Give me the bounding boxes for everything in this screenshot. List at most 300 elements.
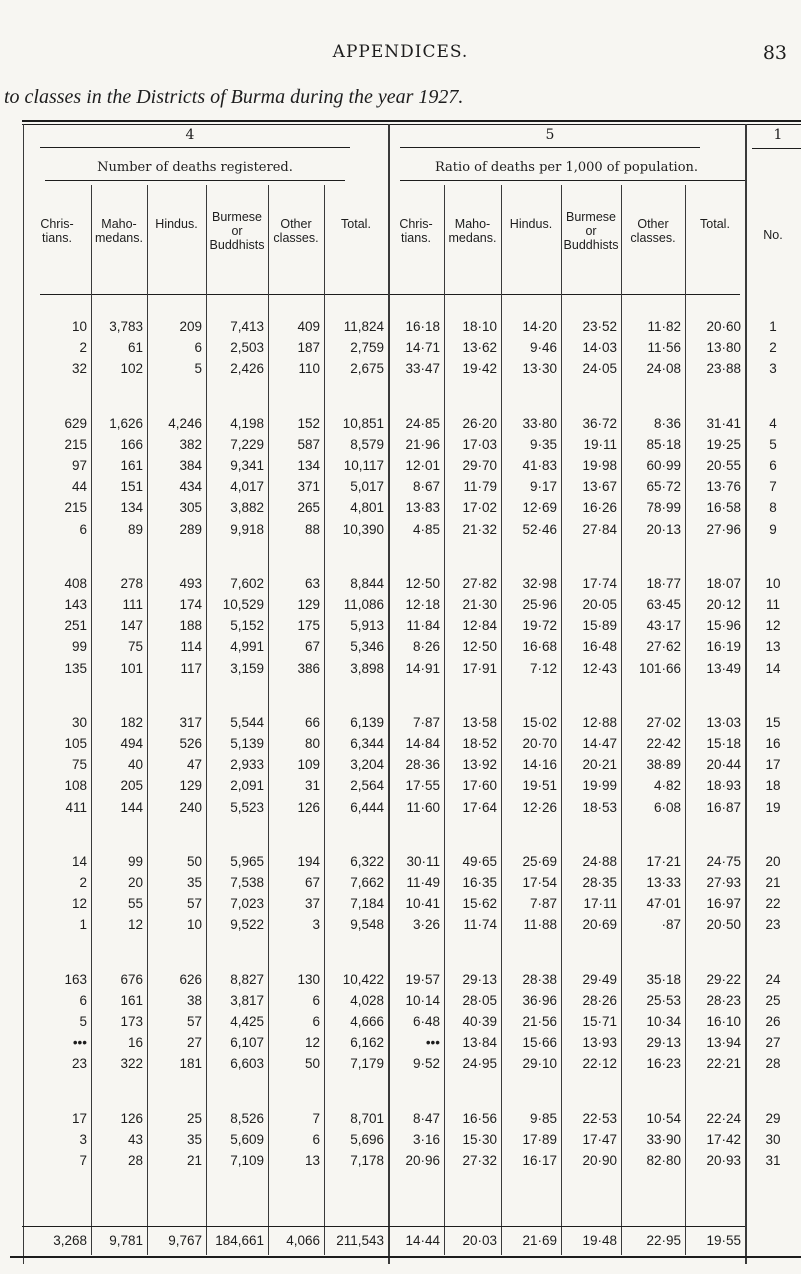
- table-row-cell: 7·87: [529, 896, 557, 912]
- table-row-cell: 16·97: [706, 896, 741, 912]
- ratio-group-header: Ratio of deaths per 1,000 of population.: [434, 160, 699, 175]
- table-row-cell: 22·24: [706, 1110, 741, 1126]
- column-header-line: Buddhists: [209, 238, 265, 252]
- table-row-cell: 33·90: [646, 1131, 681, 1147]
- table-row-cell: 88: [304, 521, 320, 537]
- table-row-cell: 2: [79, 875, 87, 890]
- column-header-line: Burmese: [565, 210, 617, 224]
- column-header-line: Hindus.: [155, 217, 198, 231]
- table-row-cell: 20: [127, 875, 143, 890]
- table-row-cell: 29·49: [582, 971, 617, 987]
- table-row-cell: 20·69: [582, 917, 617, 933]
- table-row-cell: 17·74: [582, 575, 617, 591]
- table-row-cell: 12·01: [405, 458, 440, 473]
- table-row-cell: 6: [312, 992, 320, 1008]
- table-row-cell: 12·43: [582, 660, 617, 676]
- table-row-number: 1: [769, 319, 777, 334]
- table-row-cell: 78·99: [646, 500, 681, 516]
- table-row-cell: 209: [179, 319, 202, 334]
- table-row-cell: 187: [297, 340, 320, 356]
- totals-row-cell: 19·48: [582, 1233, 617, 1248]
- table-row-cell: 16·19: [706, 639, 741, 655]
- table-row-cell: 17·55: [405, 778, 440, 794]
- table-row-cell: 7,178: [350, 1153, 384, 1168]
- table-row-cell: 66: [304, 714, 320, 730]
- column-header-line: or: [231, 224, 243, 238]
- table-row-cell: 36·72: [582, 415, 617, 431]
- table-row-cell: 7,023: [230, 896, 264, 912]
- table-row-cell: 17·02: [462, 500, 497, 516]
- table-row-cell: 278: [120, 575, 143, 591]
- table-row-number: 24: [765, 971, 781, 987]
- table-row-cell: 9·17: [529, 479, 557, 495]
- table-row-cell: 15·66: [522, 1035, 557, 1051]
- table-row-cell: 33·80: [522, 415, 557, 431]
- column-header-line: medans.: [95, 231, 143, 245]
- totals-row-cell: 9,781: [109, 1233, 143, 1248]
- table-row-cell: 11·88: [523, 917, 557, 933]
- table-row-cell: 16·35: [462, 875, 497, 890]
- table-row-cell: 21·56: [522, 1014, 557, 1029]
- table-row-cell: 5,696: [350, 1131, 384, 1147]
- totals-row-cell: 3,268: [53, 1233, 87, 1248]
- table-row-cell: 494: [120, 736, 143, 751]
- table-row-cell: 109: [297, 757, 320, 773]
- table-row-number: 21: [765, 875, 781, 890]
- table-row-cell: 20·93: [706, 1153, 741, 1168]
- column-header-line: Chris-: [40, 217, 74, 231]
- table-row-cell: 43·17: [646, 618, 681, 634]
- column-header: [501, 217, 561, 231]
- table-row-cell: 8,827: [230, 971, 264, 987]
- table-row-cell: 12·26: [522, 799, 557, 815]
- table-row-cell: 29·70: [462, 458, 497, 473]
- table-row-cell: 32: [71, 361, 87, 377]
- table-row-cell: 7,229: [230, 436, 264, 452]
- table-row-number: 29: [765, 1110, 781, 1126]
- table-row-cell: 3,898: [350, 660, 384, 676]
- table-row-cell: 11·56: [647, 340, 681, 356]
- table-row-cell: 240: [179, 799, 202, 815]
- table-row-cell: 14·47: [582, 736, 617, 751]
- table-row-cell: 63·45: [646, 597, 681, 612]
- table-row-cell: 44: [71, 479, 87, 495]
- colnum-rule-deaths: [40, 147, 350, 148]
- table-row-cell: 25: [186, 1110, 202, 1126]
- table-row-cell: 7,602: [230, 575, 264, 591]
- table-row-cell: 6: [194, 340, 202, 356]
- table-row-cell: 32·98: [522, 575, 557, 591]
- table-row-cell: 5,152: [230, 618, 264, 634]
- totals-row-cell: 184,661: [215, 1233, 264, 1248]
- group-divider: [745, 124, 747, 1264]
- table-row-number: 20: [765, 853, 781, 869]
- table-row-cell: 11·82: [647, 319, 681, 334]
- table-row-cell: 17·11: [583, 896, 617, 912]
- table-row-cell: 2,503: [230, 340, 264, 356]
- group-divider: [388, 124, 390, 1264]
- column-header: [388, 217, 444, 245]
- table-row-cell: 134: [297, 458, 320, 473]
- table-row-cell: 265: [297, 500, 320, 516]
- column-header: [561, 210, 621, 252]
- table-row-cell: 629: [64, 415, 87, 431]
- table-row-cell: 99: [71, 639, 87, 655]
- table-row-cell: 18·07: [706, 575, 741, 591]
- table-row-cell: 152: [297, 415, 320, 431]
- table-row-cell: 14·71: [405, 340, 440, 356]
- table-row-cell: 27·84: [582, 521, 617, 537]
- table-row-cell: 2,564: [350, 778, 384, 794]
- table-row-cell: 322: [120, 1056, 143, 1072]
- table-row-cell: 19·25: [706, 436, 741, 452]
- table-row-cell: 16·26: [582, 500, 617, 516]
- table-row-cell: 29·10: [522, 1056, 557, 1072]
- table-row-cell: 9·46: [529, 340, 557, 356]
- table-row-number: 26: [765, 1014, 781, 1029]
- table-row-cell: 5,544: [230, 714, 264, 730]
- column-header: [91, 217, 147, 245]
- table-row-cell: 5,346: [350, 639, 384, 655]
- table-row-cell: 9,548: [350, 917, 384, 933]
- column-header: [268, 217, 324, 245]
- table-row-number: 15: [765, 714, 781, 730]
- column-header-line: or: [585, 224, 597, 238]
- table-row-cell: 35·18: [646, 971, 681, 987]
- table-row-cell: 17·47: [582, 1131, 617, 1147]
- table-row-cell: 2,675: [350, 361, 384, 377]
- table-row-cell: 20·55: [706, 458, 741, 473]
- table-row-cell: 12: [304, 1035, 320, 1051]
- colnum-rule-ratio: [400, 147, 700, 148]
- table-row-cell: 12·88: [582, 714, 617, 730]
- table-row-cell: 2,091: [230, 778, 264, 794]
- table-row-cell: 147: [120, 618, 143, 634]
- table-row-cell: 8·26: [412, 639, 440, 655]
- table-row-number: 5: [769, 436, 777, 452]
- table-row-cell: 12·50: [405, 575, 440, 591]
- table-row-cell: 4,666: [350, 1014, 384, 1029]
- table-row-cell: 2,426: [230, 361, 264, 377]
- table-row-cell: 27·32: [462, 1153, 497, 1168]
- table-row-cell: 13: [304, 1153, 320, 1168]
- column-header-line: tians.: [42, 231, 72, 245]
- table-row-cell: 20·12: [706, 597, 741, 612]
- table-row-cell: 16·87: [706, 799, 741, 815]
- table-row-cell: 30: [71, 714, 87, 730]
- table-row-cell: 16: [127, 1035, 143, 1051]
- table-row-cell: 50: [304, 1056, 320, 1072]
- table-row-cell: 11,086: [343, 597, 384, 612]
- table-row-cell: 17·60: [462, 778, 497, 794]
- table-row-cell: 526: [179, 736, 202, 751]
- table-row-cell: 3: [79, 1131, 87, 1147]
- table-row-cell: 114: [180, 639, 202, 655]
- table-row-cell: 23: [71, 1056, 87, 1072]
- table-row-cell: 55: [127, 896, 143, 912]
- table-row-cell: 13·30: [522, 361, 557, 377]
- table-row-cell: 28·35: [582, 875, 617, 890]
- table-row-cell: 5,965: [230, 853, 264, 869]
- table-row-cell: 40·39: [462, 1014, 497, 1029]
- table-row-cell: 9·35: [529, 436, 557, 452]
- table-row-cell: 10·34: [646, 1014, 681, 1029]
- column-header-line: Burmese: [211, 210, 263, 224]
- table-row-cell: 8·36: [653, 415, 681, 431]
- table-row-cell: 6,603: [230, 1056, 264, 1072]
- table-row-cell: 28·38: [522, 971, 557, 987]
- column-header: [23, 217, 91, 245]
- table-row-cell: 6,162: [350, 1035, 384, 1051]
- table-row-cell: 31·41: [706, 415, 741, 431]
- totals-row-cell: 20·03: [462, 1233, 497, 1248]
- table-row-cell: 7,662: [350, 875, 384, 890]
- table-row-cell: 16·56: [462, 1110, 497, 1126]
- table-row-cell: 12: [71, 896, 87, 912]
- table-row-cell: 384: [179, 458, 202, 473]
- table-row-cell: 173: [120, 1014, 143, 1029]
- table-row-cell: 13·49: [706, 660, 741, 676]
- table-row-cell: 10,117: [343, 458, 384, 473]
- table-row-cell: 17: [71, 1110, 87, 1126]
- table-row-cell: 47: [186, 757, 202, 773]
- table-row-cell: 8,526: [230, 1110, 264, 1126]
- table-row-cell: 135: [64, 660, 87, 676]
- table-row-number: 25: [765, 992, 781, 1008]
- table-row-cell: 82·80: [646, 1153, 681, 1168]
- table-row-cell: 8·67: [412, 479, 440, 495]
- column-header-line: Hindus.: [509, 217, 553, 231]
- table-row-cell: 13·76: [706, 479, 741, 495]
- table-row-cell: 13·67: [582, 479, 617, 495]
- totals-row-cell: 22·95: [646, 1233, 681, 1248]
- column-header-line: classes.: [273, 231, 319, 245]
- table-row-cell: 17·42: [706, 1131, 741, 1147]
- table-row-cell: 126: [297, 799, 320, 815]
- totals-top-rule: [22, 1226, 745, 1227]
- table-row-cell: 25·69: [522, 853, 557, 869]
- table-row-cell: 105: [64, 736, 87, 751]
- table-row-number: 8: [769, 500, 777, 516]
- table-row-cell: 6·48: [412, 1014, 440, 1029]
- table-row-number: 6: [769, 458, 777, 473]
- table-row-cell: 4,017: [230, 479, 264, 495]
- table-row-number: 3: [769, 361, 777, 377]
- table-row-cell: 4,028: [350, 992, 384, 1008]
- table-row-cell: 27·96: [706, 521, 741, 537]
- table-row-cell: 16·48: [582, 639, 617, 655]
- table-row-cell: 35: [186, 1131, 202, 1147]
- table-row-number: 18: [765, 778, 781, 794]
- table-row-cell: •••: [425, 1035, 440, 1051]
- table-row-cell: 13·58: [462, 714, 497, 730]
- table-row-cell: 8·47: [412, 1110, 440, 1126]
- table-row-cell: 3·26: [412, 917, 440, 933]
- table-row-cell: 21·96: [405, 436, 440, 452]
- table-row-cell: 17·91: [462, 660, 497, 676]
- table-row-cell: 5: [79, 1014, 87, 1029]
- table-row-cell: 6: [79, 992, 87, 1008]
- table-row-cell: 24·05: [582, 361, 617, 377]
- totals-row-cell: 4,066: [286, 1233, 320, 1248]
- table-row-cell: 10: [186, 917, 202, 933]
- table-row-cell: 161: [120, 458, 143, 473]
- table-row-number: 4: [769, 415, 777, 431]
- table-row-cell: 8,844: [350, 575, 384, 591]
- table-row-cell: 25·96: [522, 597, 557, 612]
- table-row-cell: 9,918: [230, 521, 264, 537]
- table-row-cell: 101·66: [638, 660, 681, 676]
- table-row-cell: 4·82: [653, 778, 681, 794]
- table-row-cell: 144: [120, 799, 143, 815]
- table-row-cell: 205: [120, 778, 143, 794]
- table-row-cell: 5,139: [230, 736, 264, 751]
- table-row-cell: 20·50: [706, 917, 741, 933]
- table-row-cell: 182: [120, 714, 143, 730]
- table-row-cell: 25·53: [646, 992, 681, 1008]
- table-row-cell: 28·36: [405, 757, 440, 773]
- table-row-cell: 16·23: [646, 1056, 681, 1072]
- table-row-number: 27: [765, 1035, 781, 1051]
- table-row-cell: 38: [186, 992, 202, 1008]
- table-row-cell: 3: [312, 917, 320, 933]
- table-row-cell: 174: [179, 597, 202, 612]
- totals-row-cell: 211,543: [336, 1233, 384, 1248]
- table-row-cell: 21·32: [462, 521, 497, 537]
- table-row-cell: 10: [71, 319, 87, 334]
- table-row-cell: 10,851: [342, 415, 384, 431]
- table-row-cell: 386: [297, 660, 320, 676]
- table-row-cell: 11·49: [406, 875, 440, 890]
- table-row-cell: 27·62: [646, 639, 681, 655]
- table-row-cell: 18·52: [462, 736, 497, 751]
- table-row-cell: 47·01: [646, 896, 681, 912]
- table-row-cell: 24·75: [706, 853, 741, 869]
- table-row-cell: 7·12: [529, 660, 557, 676]
- table-row-cell: 12·69: [522, 500, 557, 516]
- table-left-divider: [23, 124, 24, 1264]
- table-row-cell: 17·54: [522, 875, 557, 890]
- table-row-cell: 587: [297, 436, 320, 452]
- table-row-cell: 15·18: [706, 736, 741, 751]
- table-row-cell: 28: [127, 1153, 143, 1168]
- table-row-cell: 20·96: [405, 1153, 440, 1168]
- table-row-cell: 27·93: [706, 875, 741, 890]
- table-row-cell: 29·13: [646, 1035, 681, 1051]
- table-row-cell: 22·12: [582, 1056, 617, 1072]
- table-row-cell: 19·42: [462, 361, 497, 377]
- table-row-cell: 43: [127, 1131, 143, 1147]
- table-row-cell: 13·83: [405, 500, 440, 516]
- table-row-cell: 11·79: [463, 479, 497, 495]
- table-row-cell: 6,344: [350, 736, 384, 751]
- table-row-cell: 27·02: [646, 714, 681, 730]
- table-row-cell: 493: [179, 575, 202, 591]
- table-row-cell: 22·42: [646, 736, 681, 751]
- table-row-cell: 19·57: [405, 971, 440, 987]
- table-row-cell: 8,701: [350, 1110, 384, 1126]
- table-row-cell: 14·20: [522, 319, 557, 334]
- table-row-cell: 3,783: [109, 319, 143, 334]
- table-row-cell: 19·72: [522, 618, 557, 634]
- table-row-cell: 21·30: [462, 597, 497, 612]
- table-row-cell: 13·94: [706, 1035, 741, 1051]
- table-row-number: 7: [769, 479, 777, 495]
- table-row-cell: 28·26: [582, 992, 617, 1008]
- totals-row-cell: 14·44: [405, 1233, 440, 1248]
- table-row-cell: 7·87: [412, 714, 440, 730]
- table-row-cell: 166: [120, 436, 143, 452]
- table-row-cell: 23·52: [582, 319, 617, 334]
- table-row-cell: 89: [127, 521, 143, 537]
- table-row-cell: 129: [297, 597, 320, 612]
- table-row-cell: 17·64: [462, 799, 497, 815]
- table-row-cell: 11,824: [343, 319, 384, 334]
- column-header-line: Maho-: [101, 217, 137, 231]
- table-row-cell: 24·95: [462, 1056, 497, 1072]
- table-row-cell: 10,529: [222, 597, 264, 612]
- column-header-line: medans.: [448, 231, 497, 245]
- table-row-cell: 15·30: [462, 1131, 497, 1147]
- table-row-cell: 28·05: [462, 992, 497, 1008]
- table-row-cell: 175: [297, 618, 320, 634]
- table-row-cell: 4,991: [230, 639, 264, 655]
- header-bottom-rule: [40, 294, 740, 295]
- column-number: 5: [545, 127, 555, 143]
- table-row-number: 19: [765, 799, 781, 815]
- table-row-cell: 4,425: [230, 1014, 264, 1029]
- table-row-cell: 12·84: [462, 618, 497, 634]
- table-row-cell: 194: [297, 853, 320, 869]
- table-row-cell: 16·68: [522, 639, 557, 655]
- table-row-cell: 49·65: [462, 853, 497, 869]
- table-row-cell: 161: [120, 992, 143, 1008]
- table-row-cell: 1: [79, 917, 87, 933]
- table-row-cell: 37: [304, 896, 320, 912]
- table-row-cell: 4,801: [350, 500, 384, 516]
- table-row-cell: 7,109: [230, 1153, 264, 1168]
- table-row-cell: 13·84: [462, 1035, 497, 1051]
- table-row-cell: 163: [64, 971, 87, 987]
- table-row-cell: 3,817: [230, 992, 264, 1008]
- table-top-rule: [22, 120, 801, 122]
- table-row-cell: 23·88: [706, 361, 741, 377]
- table-row-cell: 29·22: [706, 971, 741, 987]
- table-row-cell: 57: [186, 896, 202, 912]
- table-row-cell: 10,390: [342, 521, 384, 537]
- table-row-cell: ·87: [661, 917, 681, 933]
- table-row-cell: 12·18: [405, 597, 440, 612]
- table-row-cell: 2,759: [350, 340, 384, 356]
- table-row-cell: 16·10: [706, 1014, 741, 1029]
- column-header-line: Other: [280, 217, 312, 231]
- table-row-cell: 97: [71, 458, 87, 473]
- table-row-cell: 6: [312, 1131, 320, 1147]
- table-row-cell: 676: [120, 971, 143, 987]
- table-row-cell: 14·91: [405, 660, 440, 676]
- table-row-cell: 20·44: [706, 757, 741, 773]
- table-row-cell: 7: [312, 1110, 320, 1126]
- table-row-cell: 9·85: [529, 1110, 557, 1126]
- table-row-cell: 29·13: [462, 971, 497, 987]
- table-row-number: 2: [769, 340, 777, 356]
- table-row-cell: 7,413: [230, 319, 264, 334]
- table-row-cell: 15·89: [582, 618, 617, 634]
- table-row-cell: 27·82: [462, 575, 497, 591]
- table-row-cell: 21: [186, 1153, 202, 1168]
- table-row-cell: 6: [79, 521, 87, 537]
- table-row-number: 9: [769, 521, 777, 537]
